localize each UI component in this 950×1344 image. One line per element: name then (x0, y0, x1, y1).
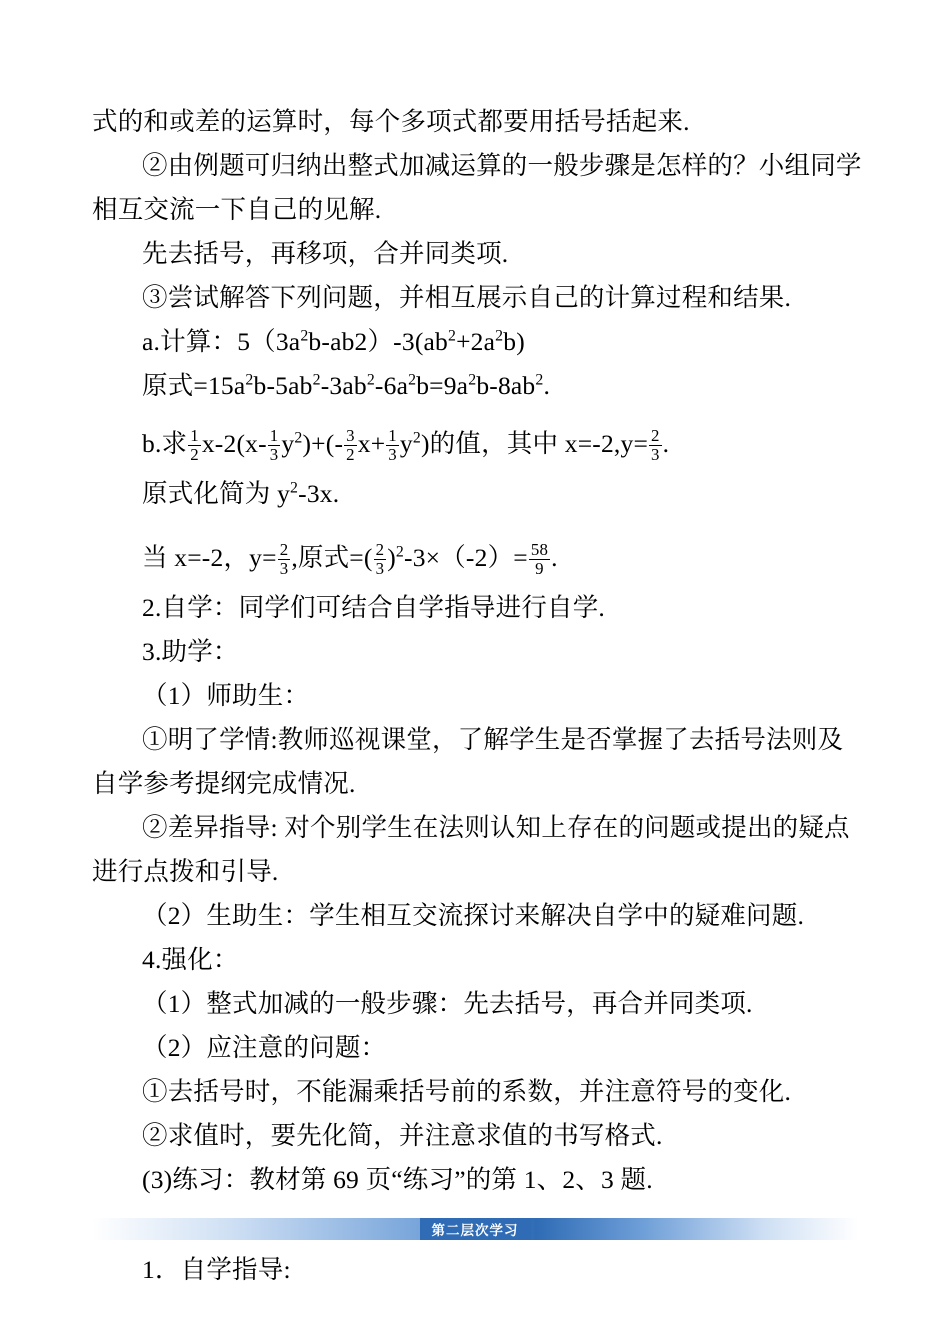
result-exp: 2 (312, 371, 321, 389)
fraction-one-half: $\frac{1}{2}$ (190, 425, 199, 464)
result-exp: 2 (468, 371, 477, 389)
section-banner (92, 1216, 858, 1242)
paragraph-line: （2）生助生：学生相互交流探讨来解决自学中的疑难问题. (142, 901, 805, 930)
paragraph-line: 式的和或差的运算时，每个多项式都要用括号括起来. (92, 107, 690, 136)
calc-a-exp2: 2 (447, 327, 457, 345)
calc-b-seg: . (662, 429, 670, 458)
substitute-seg: 当 x=-2，y= (142, 543, 277, 572)
paragraph-line: ①去括号时，不能漏乘括号前的系数，并注意符号的变化. (142, 1077, 792, 1106)
substitute-seg: . (551, 543, 558, 572)
calc-a-suffix: b) (503, 327, 525, 356)
calc-b-seg: )+(- (302, 429, 344, 458)
paragraph-line: 相互交流一下自己的见解. (92, 195, 382, 224)
result-exp: 2 (245, 371, 254, 389)
result-seg: b-5ab (253, 371, 313, 400)
simplify-seg: -3x. (298, 479, 340, 508)
calc-b-exp: 2 (412, 429, 421, 447)
fraction-two-thirds: $\frac{2}{3}$ (375, 539, 385, 578)
calc-b-seg: y (281, 429, 295, 458)
result-seg: 原式=15a (142, 371, 246, 400)
substitute-seg: ) (387, 543, 396, 572)
calc-b-lead: b.求 (142, 429, 188, 458)
paragraph-line: 2.自学：同学们可结合自学指导进行自学. (142, 593, 606, 622)
calc-b-seg: )的值，其中 x=-2,y= (420, 429, 649, 458)
paragraph-line: ②由例题可归纳出整式加减运算的一般步骤是怎样的？小组同学 (142, 151, 862, 180)
paragraph-line: 自学参考提纲完成情况. (92, 769, 356, 798)
calc-b-seg: x-2(x- (201, 429, 267, 458)
result-seg: -3ab (320, 371, 367, 400)
math-expression-calc-a (92, 320, 858, 364)
result-seg: . (543, 371, 551, 400)
calc-a-exp3: 2 (495, 327, 504, 345)
paragraph-line: 进行点拨和引导. (92, 857, 279, 886)
fraction-fifty-eight-ninths: $\frac{58}{9}$ (530, 539, 549, 578)
fraction-three-halves: $\frac{3}{2}$ (346, 425, 355, 464)
paragraph-line: （1）整式加减的一般步骤：先去括号，再合并同类项. (142, 989, 753, 1018)
substitute-exp: 2 (395, 543, 404, 561)
paragraph-line: （2）应注意的问题： (142, 1033, 387, 1062)
paragraph-line: （1）师助生： (142, 681, 310, 710)
calc-b-seg: x+ (357, 429, 386, 458)
substitute-seg: -3×（-2）= (404, 543, 528, 572)
result-exp: 2 (408, 371, 417, 389)
result-exp: 2 (535, 371, 544, 389)
calc-b-exp: 2 (294, 429, 303, 447)
paragraph-line: ①明了学情:教师巡视课堂，了解学生是否掌握了去括号法则及 (142, 725, 844, 754)
math-expression-simplify (92, 472, 858, 516)
calc-a-prefix: a.计算：5（3a (142, 327, 301, 356)
fraction-two-thirds: $\frac{2}{3}$ (279, 539, 289, 578)
substitute-seg: ,原式=( (291, 543, 373, 572)
calc-a-mid: b-ab2）-3(ab (308, 327, 448, 356)
result-seg: b-8ab (476, 371, 536, 400)
paragraph-line: ②求值时，要先化简，并注意求值的书写格式. (142, 1121, 663, 1150)
result-exp: 2 (366, 371, 375, 389)
result-seg: -6a (374, 371, 409, 400)
section-banner-bar (92, 1218, 858, 1240)
fraction-one-third: $\frac{1}{3}$ (388, 425, 397, 464)
paragraph-line: (3)练习：教材第 69 页“练习”的第 1、2、3 题. (142, 1165, 653, 1194)
calc-a-mid2: +2a (456, 327, 496, 356)
fraction-two-thirds: $\frac{2}{3}$ (651, 425, 660, 464)
paragraph-line: ③尝试解答下列问题，并相互展示自己的计算过程和结果. (142, 283, 792, 312)
result-seg: b=9a (416, 371, 469, 400)
paragraph-line: 先去括号，再移项，合并同类项. (142, 239, 509, 268)
math-expression-calc-b (92, 416, 858, 472)
paragraph-line: 1．自学指导: (142, 1255, 291, 1284)
calc-b-seg: y (399, 429, 413, 458)
math-expression-calc-a-result (92, 364, 858, 408)
simplify-seg: 原式化简为 y (142, 479, 291, 508)
math-expression-substitute (92, 530, 858, 586)
calc-a-exp1: 2 (300, 327, 309, 345)
simplify-exp: 2 (290, 479, 299, 497)
paragraph-line: 3.助学： (142, 637, 239, 666)
paragraph-line: 4.强化： (142, 945, 239, 974)
section-banner-label: 第二层次学习 (420, 1218, 531, 1240)
fraction-one-third: $\frac{1}{3}$ (269, 425, 279, 464)
paragraph-line: ②差异指导: 对个别学生在法则认知上存在的问题或提出的疑点 (142, 813, 850, 842)
